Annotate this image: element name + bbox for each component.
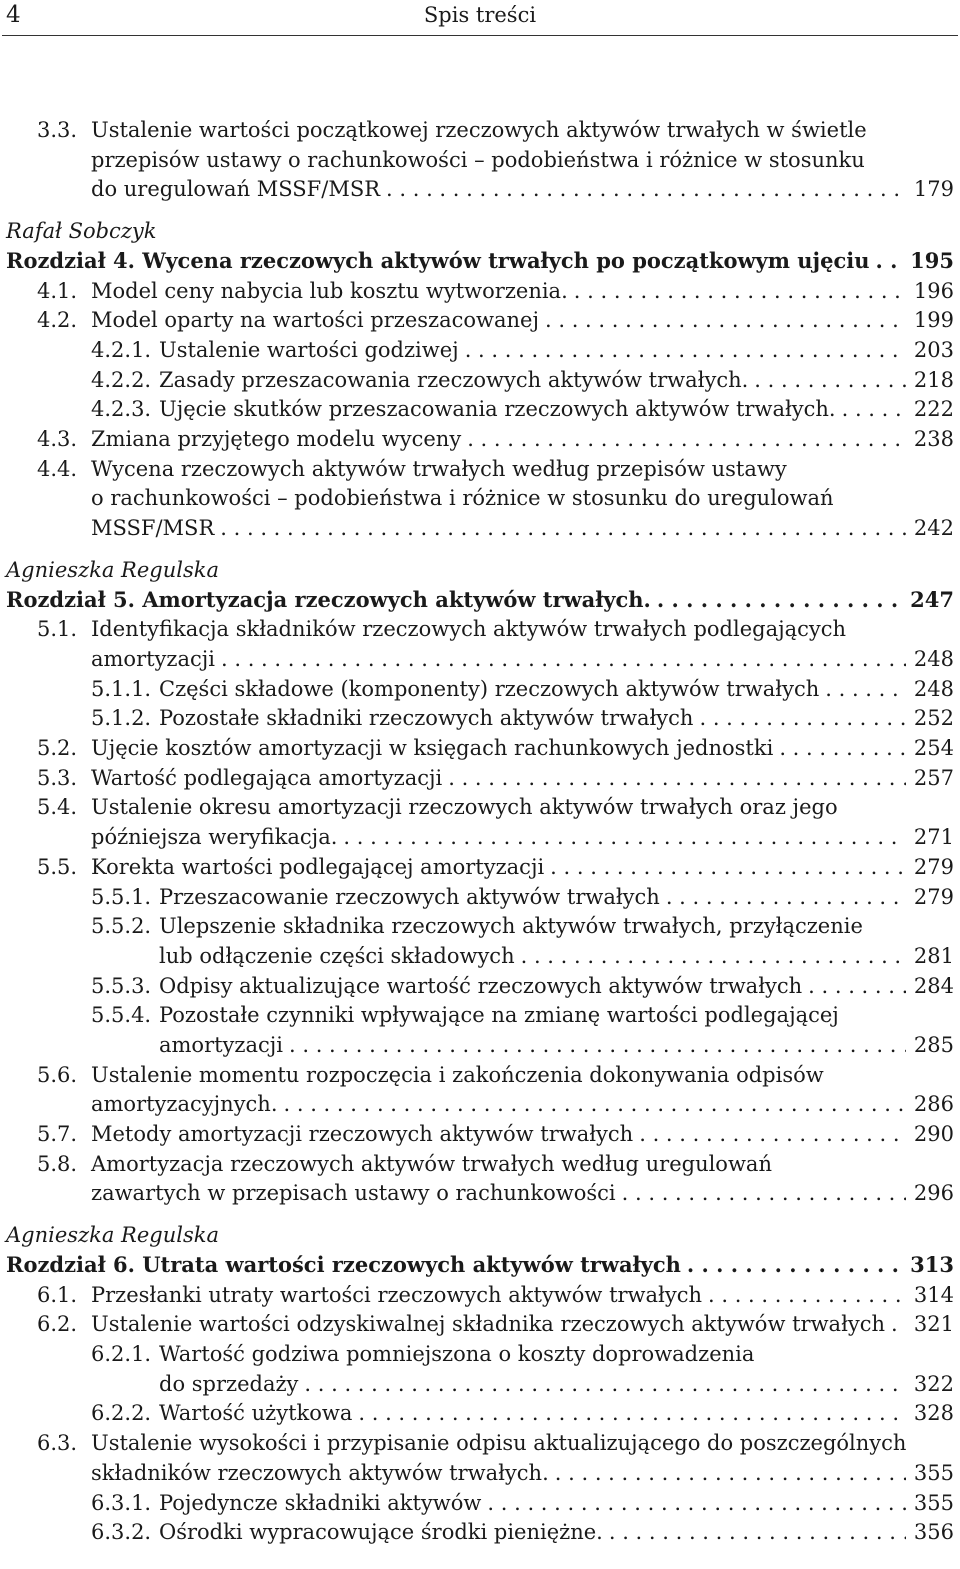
chapter-author: Rafał Sobczyk — [6, 219, 157, 244]
toc-page-number: 271 — [913, 825, 954, 850]
dot-leader — [681, 1250, 902, 1280]
toc-entry-title-line: Zmiana przyjętego modelu wyceny — [91, 427, 462, 451]
toc-entry-number: 4.1. — [37, 278, 78, 303]
toc-page-number: 248 — [913, 646, 954, 671]
toc-chapter[interactable] — [0, 585, 960, 615]
toc-entry-leader-row — [91, 1309, 954, 1339]
toc-entry-title-line: lub odłączenie części składowych — [159, 943, 515, 968]
toc-entry-number: 5.6. — [37, 1062, 78, 1087]
toc-page-number: 296 — [913, 1181, 954, 1206]
toc-entry-leader-row — [159, 674, 954, 704]
toc-entry-leader-row — [91, 1089, 954, 1119]
toc-page-number: 328 — [913, 1401, 954, 1426]
toc-entry[interactable] — [0, 115, 960, 204]
toc-page-number: 257 — [913, 765, 954, 790]
toc-entry[interactable] — [0, 424, 960, 454]
toc-entry-leader-row — [159, 365, 954, 395]
toc-entry-number: 4.2.2. — [91, 367, 152, 392]
toc-page-number: 238 — [913, 427, 954, 451]
toc-entry-title-line: Wartość podlegająca amortyzacji — [91, 765, 443, 790]
toc-entry-number: 5.5. — [37, 854, 78, 879]
toc-page-number: 222 — [913, 397, 954, 422]
toc-entry-leader-row — [91, 513, 954, 543]
toc-entry-number: 5.8. — [37, 1151, 78, 1176]
dot-leader — [870, 246, 903, 276]
toc-entry[interactable] — [0, 394, 960, 424]
toc-entry-title-line: Części składowe (komponenty) rzeczowych aktywów trwałych — [159, 676, 820, 701]
chapter-author: Agnieszka Regulska — [6, 557, 219, 582]
toc-page-number: 284 — [913, 973, 954, 998]
toc-entry[interactable] — [0, 1339, 960, 1398]
toc-entry-leader-row — [91, 305, 954, 335]
toc-entry-leader-row — [91, 763, 954, 793]
toc-entry[interactable] — [0, 1000, 960, 1059]
toc-entry[interactable] — [0, 1119, 960, 1149]
toc-entry-number: 5.7. — [37, 1122, 78, 1147]
toc-entry[interactable] — [0, 335, 960, 365]
toc-page-number: 196 — [913, 278, 954, 303]
toc-entry-title-line: Metody amortyzacji rzeczowych aktywów trwałych — [91, 1122, 634, 1147]
toc-entry[interactable] — [0, 852, 960, 882]
dot-leader — [214, 513, 906, 543]
toc-page-number: 279 — [913, 854, 954, 879]
toc-chapter[interactable] — [0, 1250, 960, 1280]
dot-leader — [278, 1089, 906, 1119]
running-title: Spis treści — [423, 3, 537, 27]
toc-entry-title-line: Pozostałe składniki rzeczowych aktywów trwałych — [159, 706, 694, 731]
toc-entry[interactable] — [0, 1309, 960, 1339]
toc-entry-number: 5.3. — [37, 765, 78, 790]
toc-entry-number: 6.2.2. — [91, 1401, 152, 1426]
toc-entry-number: 4.2. — [37, 308, 78, 333]
dot-leader — [481, 1488, 906, 1518]
toc-entry-number: 4.4. — [37, 456, 78, 481]
toc-entry[interactable] — [0, 1517, 960, 1547]
toc-entry[interactable] — [0, 454, 960, 543]
toc-entry-title-line: Model ceny nabycia lub kosztu wytworzenia. — [91, 278, 568, 303]
dot-leader — [539, 305, 906, 335]
toc-page-number: 248 — [913, 676, 954, 701]
toc-entry[interactable] — [0, 614, 960, 673]
toc-page-number: 279 — [913, 884, 954, 909]
toc-page-number: 281 — [913, 943, 954, 968]
dot-leader — [836, 394, 906, 424]
dot-leader — [819, 674, 906, 704]
toc-entry-title-line: amortyzacji — [159, 1032, 283, 1057]
dot-leader — [461, 424, 906, 454]
toc-entry[interactable] — [0, 365, 960, 395]
toc-entry-leader-row — [159, 1488, 954, 1518]
dot-leader — [660, 882, 906, 912]
dot-leader — [568, 276, 906, 306]
toc-entry-title-line: Wartość użytkowa — [159, 1401, 353, 1426]
toc-entry-title-line: Przeszacowanie rzeczowych aktywów trwałych — [159, 884, 660, 909]
toc-entry-title-line: przepisów ustawy o rachunkowości – podobieństwa i różnice w stosunku — [91, 147, 865, 172]
toc-entry-leader-row — [91, 1119, 954, 1149]
dot-leader — [693, 703, 905, 733]
toc-entry-leader-row — [91, 822, 954, 852]
toc-entry-number: 6.3. — [37, 1431, 78, 1456]
dot-leader — [885, 1309, 906, 1339]
toc-entry-number: 5.1.2. — [91, 706, 152, 731]
toc-entry-title-line: amortyzacyjnych. — [91, 1092, 278, 1117]
toc-page-number: 355 — [913, 1460, 954, 1485]
page-header — [0, 0, 960, 36]
toc-entry-leader-row — [6, 1250, 954, 1280]
dot-leader — [802, 971, 906, 1001]
toc-entry[interactable] — [0, 1398, 960, 1428]
toc-page-number: 218 — [913, 367, 954, 392]
toc-entry-leader-row — [91, 644, 954, 674]
toc-entry[interactable] — [0, 1060, 960, 1119]
toc-entry[interactable] — [0, 305, 960, 335]
toc-entry-leader-row — [6, 246, 954, 276]
toc-entry-title-line: o rachunkowości – podobieństwa i różnice w stosunku do uregulowań — [91, 486, 834, 511]
toc-entry-title-line: Ustalenie wartości odzyskiwalnej składnika rzeczowych aktywów trwałych — [91, 1312, 886, 1337]
toc-entry-number: 6.3.2. — [91, 1520, 152, 1545]
toc-entry[interactable] — [0, 911, 960, 970]
toc-entry[interactable] — [0, 763, 960, 793]
toc-entry-number: 6.1. — [37, 1282, 78, 1307]
toc-entry-title-line: Ujęcie kosztów amortyzacji w księgach rachunkowych jednostki — [91, 736, 774, 760]
toc-entry-title-line: zawartych w przepisach ustawy o rachunkowości — [91, 1181, 616, 1206]
dot-leader — [549, 1458, 906, 1488]
toc-entry-title-line: Ustalenie momentu rozpoczęcia i zakończenia dokonywania odpisów — [91, 1062, 824, 1087]
toc-entry-title-line: Ośrodki wypracowujące środki pieniężne. — [159, 1520, 603, 1545]
chapter-author: Agnieszka Regulska — [6, 1223, 219, 1248]
toc-entry-title-line: Ulepszenie składnika rzeczowych aktywów trwałych, przyłączenie — [159, 914, 863, 939]
toc-entry-title-line: Rozdział 5. Amortyzacja rzeczowych aktywów trwałych. — [6, 586, 651, 612]
dot-leader — [702, 1280, 906, 1310]
toc-page-number: 199 — [913, 308, 954, 333]
toc-entry-title-line: do uregulowań MSSF/MSR — [91, 177, 381, 202]
dot-leader — [603, 1517, 906, 1547]
toc-entry-number: 5.5.4. — [91, 1003, 152, 1028]
toc-entry-title-line: Przesłanki utraty wartości rzeczowych aktywów trwałych — [91, 1282, 702, 1307]
toc-chapter[interactable] — [0, 246, 960, 276]
toc-entry-title-line: Wartość godziwa pomniejszona o koszty doprowadzenia — [159, 1342, 755, 1366]
toc-entry-leader-row — [159, 971, 954, 1001]
dot-leader — [651, 585, 902, 615]
toc-page-number: 322 — [913, 1371, 954, 1396]
toc-entry-leader-row — [91, 424, 954, 454]
toc-entry-leader-row — [91, 1458, 954, 1488]
toc-page-number: 285 — [913, 1032, 954, 1057]
toc-entry-title-line: późniejsza weryfikacja. — [91, 825, 338, 850]
toc-entry-title-line: Zasady przeszacowania rzeczowych aktywów trwałych. — [159, 367, 749, 392]
toc-entry-leader-row — [159, 1517, 954, 1547]
toc-entry-number: 5.5.2. — [91, 914, 152, 939]
toc-entry-number: 6.2. — [37, 1312, 78, 1337]
toc-entry-number: 4.2.1. — [91, 337, 152, 362]
toc-entry-title-line: Rozdział 6. Utrata wartości rzeczowych aktywów trwałych — [6, 1251, 681, 1277]
toc-entry-leader-row — [159, 335, 954, 365]
toc-entry-title-line: Ustalenie okresu amortyzacji rzeczowych aktywów trwałych oraz jego — [91, 795, 838, 820]
toc-entry[interactable] — [0, 1488, 960, 1518]
toc-entry-title-line: Model oparty na wartości przeszacowanej — [91, 308, 539, 333]
toc-entry-title-line: Pozostałe czynniki wpływające na zmianę wartości podlegającej — [159, 1003, 839, 1028]
toc-entry-leader-row — [91, 174, 954, 204]
toc-entry-number: 5.5.3. — [91, 973, 152, 998]
toc-page-number: 286 — [913, 1092, 954, 1117]
header-rule — [2, 35, 958, 36]
toc-entry-leader-row — [159, 394, 954, 424]
toc-page-number: 254 — [913, 736, 954, 760]
toc-entry-leader-row — [159, 703, 954, 733]
toc-entry-number: 3.3. — [37, 118, 78, 142]
toc-entry-leader-row — [91, 733, 954, 763]
dot-leader — [616, 1178, 906, 1208]
toc-entry-title-line: do sprzedaży — [159, 1371, 299, 1396]
page-number: 4 — [6, 2, 21, 28]
dot-leader — [544, 852, 906, 882]
toc-page-number: 242 — [913, 516, 954, 541]
toc-entry-title-line: Ustalenie wartości godziwej — [159, 337, 459, 362]
toc-entry-leader-row — [159, 882, 954, 912]
dot-leader — [442, 763, 906, 793]
toc-entry-title-line: Pojedyncze składniki aktywów — [159, 1490, 482, 1515]
toc-page-number: 356 — [913, 1520, 954, 1545]
toc-entry-leader-row — [159, 941, 954, 971]
toc-page-number: 179 — [913, 177, 954, 202]
dot-leader — [773, 733, 906, 763]
toc-entry[interactable] — [0, 1149, 960, 1208]
toc-page-number: 252 — [913, 706, 954, 731]
toc-entry-number: 5.4. — [37, 795, 78, 820]
toc-entry-title-line: MSSF/MSR — [91, 516, 215, 541]
toc-entry[interactable] — [0, 792, 960, 851]
toc-entry-title-line: Ujęcie skutków przeszacowania rzeczowych aktywów trwałych. — [159, 397, 836, 422]
toc-entry-title-line: Ustalenie wysokości i przypisanie odpisu aktualizującego do poszczególnych — [91, 1431, 907, 1456]
toc-entry-number: 5.5.1. — [91, 884, 152, 909]
toc-entry-title-line: Wycena rzeczowych aktywów trwałych według przepisów ustawy — [91, 456, 787, 481]
toc-entry-number: 5.1. — [37, 617, 78, 642]
toc-entry[interactable] — [0, 971, 960, 1001]
toc-entry-leader-row — [159, 1030, 954, 1060]
toc-entry-leader-row — [91, 276, 954, 306]
toc-page-number: 247 — [910, 586, 954, 612]
toc-entry-title-line: Korekta wartości podlegającej amortyzacji — [91, 854, 545, 879]
toc-entry-title-line: Odpisy aktualizujące wartość rzeczowych aktywów trwałych — [159, 973, 803, 998]
dot-leader — [380, 174, 906, 204]
toc-entry[interactable] — [0, 674, 960, 704]
toc-entry[interactable] — [0, 882, 960, 912]
toc-page-number: 195 — [910, 247, 954, 273]
toc-entry-title-line: Rozdział 4. Wycena rzeczowych aktywów trwałych po początkowym ujęciu — [6, 247, 870, 273]
toc-entry-leader-row — [91, 1280, 954, 1310]
toc-entry[interactable] — [0, 703, 960, 733]
toc-entry-number: 4.2.3. — [91, 397, 152, 422]
toc-entry-title-line: składników rzeczowych aktywów trwałych. — [91, 1460, 549, 1485]
toc-entry-leader-row — [6, 585, 954, 615]
toc-entry-title-line: amortyzacji — [91, 646, 215, 671]
toc-page-number: 355 — [913, 1490, 954, 1515]
toc-entry-title-line: Identyfikacja składników rzeczowych aktywów trwałych podlegających — [91, 617, 847, 642]
toc-entry[interactable] — [0, 733, 960, 763]
dot-leader — [215, 644, 906, 674]
dot-leader — [298, 1369, 906, 1399]
dot-leader — [748, 365, 906, 395]
toc-entry[interactable] — [0, 276, 960, 306]
toc-entry[interactable] — [0, 1428, 960, 1487]
dot-leader — [337, 822, 906, 852]
dot-leader — [515, 941, 906, 971]
dot-leader — [352, 1398, 906, 1428]
toc-entry-leader-row — [91, 852, 954, 882]
toc-page-number: 313 — [910, 1251, 954, 1277]
dot-leader — [283, 1030, 906, 1060]
toc-entry-leader-row — [159, 1369, 954, 1399]
dot-leader — [633, 1119, 906, 1149]
toc-page-number: 314 — [913, 1282, 954, 1307]
toc-page-number: 203 — [913, 337, 954, 362]
toc-page-number: 321 — [913, 1312, 954, 1337]
toc-entry-number: 4.3. — [37, 427, 78, 451]
toc-entry-number: 6.2.1. — [91, 1342, 152, 1366]
toc-entry-title-line: Ustalenie wartości początkowej rzeczowych aktywów trwałych w świetle — [91, 118, 867, 142]
toc-entry[interactable] — [0, 1280, 960, 1310]
toc-entry-leader-row — [91, 1178, 954, 1208]
toc-entry-number: 5.2. — [37, 736, 78, 760]
dot-leader — [459, 335, 906, 365]
toc-entry-leader-row — [159, 1398, 954, 1428]
toc-entry-number: 5.1.1. — [91, 676, 152, 701]
toc-entry-number: 6.3.1. — [91, 1490, 152, 1515]
toc-entry-title-line: Amortyzacja rzeczowych aktywów trwałych według uregulowań — [91, 1151, 772, 1176]
toc-page-number: 290 — [913, 1122, 954, 1147]
